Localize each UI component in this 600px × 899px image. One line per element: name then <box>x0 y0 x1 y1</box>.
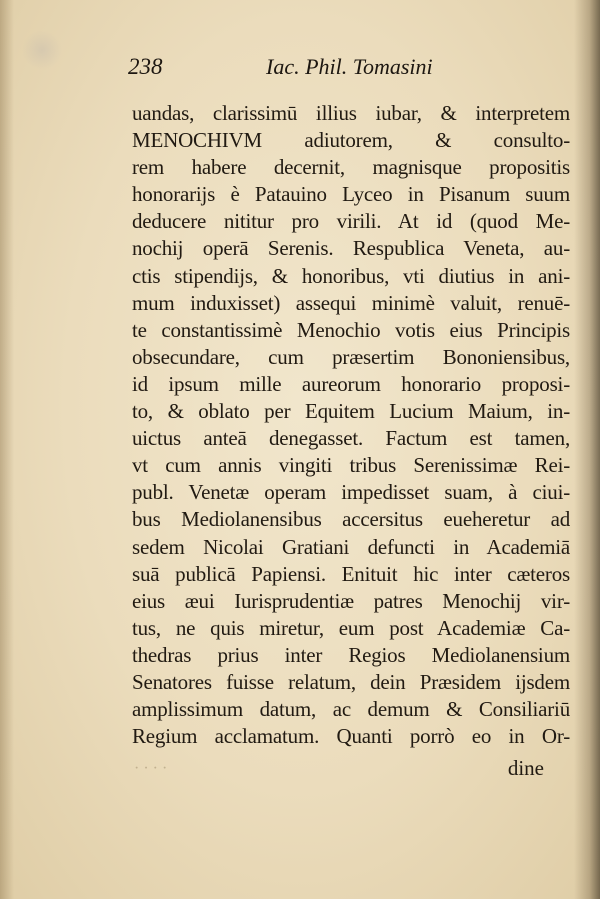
text-line: obsecundare, cum præsertim Bononiensibus, <box>132 344 570 369</box>
text-line: bus Mediolanensibus accersitus eueheretur ad <box>132 507 570 532</box>
text-line: id ipsum mille aureorum honorario proposi- <box>132 371 570 396</box>
text-line: deducere nititur pro virili. At id (quod Me- <box>132 209 570 234</box>
text-line: honorarijs è Patauino Lyceo in Pisanum suum <box>132 182 570 207</box>
text-line: Regium acclamatum. Quanti porrò eo in Or- <box>132 724 570 749</box>
text-line: amplissimum datum, ac demum & Consiliariū <box>132 697 570 722</box>
text-line: Senatores fuisse relatum, dein Præsidem ijsdem <box>132 669 570 694</box>
text-line: publ. Venetæ operam impedisset suam, à ciui- <box>132 480 570 505</box>
text-line: thedras prius inter Regios Mediolanensium <box>132 642 570 667</box>
text-line: MENOCHIVM adiutorem, & consulto- <box>132 128 570 153</box>
faint-bleedthrough: · · · · <box>134 760 168 777</box>
running-head: Iac. Phil. Tomasini <box>266 54 433 79</box>
page-number: 238 <box>128 54 163 79</box>
text-line: vt cum annis vingiti tribus Serenissimæ Rei- <box>132 453 570 478</box>
text-line: sedem Nicolai Gratiani defuncti in Academiā <box>132 534 570 559</box>
text-line: eius æui Iurisprudentiæ patres Menochij vir- <box>132 588 570 613</box>
text-line: rem habere decernit, magnisque propositis <box>132 155 570 180</box>
text-line: to, & oblato per Equitem Lucium Maium, in- <box>132 399 570 424</box>
gutter-shadow <box>574 0 600 899</box>
text-line: uandas, clarissimū illius iubar, & interpretem <box>132 101 570 125</box>
text-line: suā publicā Papiensi. Enituit hic inter cæteros <box>132 561 570 586</box>
text-line: tus, ne quis miretur, eum post Academiæ Ca- <box>132 615 570 640</box>
page-left-edge <box>0 0 14 899</box>
text-line: te constantissimè Menochio votis eius Principis <box>132 317 570 342</box>
page-header <box>128 54 448 90</box>
text-line: ctis stipendijs, & honoribus, vti diutius in ani- <box>132 263 570 288</box>
page-stain <box>22 30 62 70</box>
catchword-row <box>132 756 544 786</box>
catchword: dine <box>507 756 544 780</box>
text-line: uictus anteā denegasset. Factum est tamen, <box>132 426 570 451</box>
body-text <box>132 100 570 750</box>
text-line: mum induxisset) assequi minimè valuit, renuē- <box>132 290 570 315</box>
text-line: nochij operā Serenis. Respublica Veneta, au- <box>132 236 570 261</box>
